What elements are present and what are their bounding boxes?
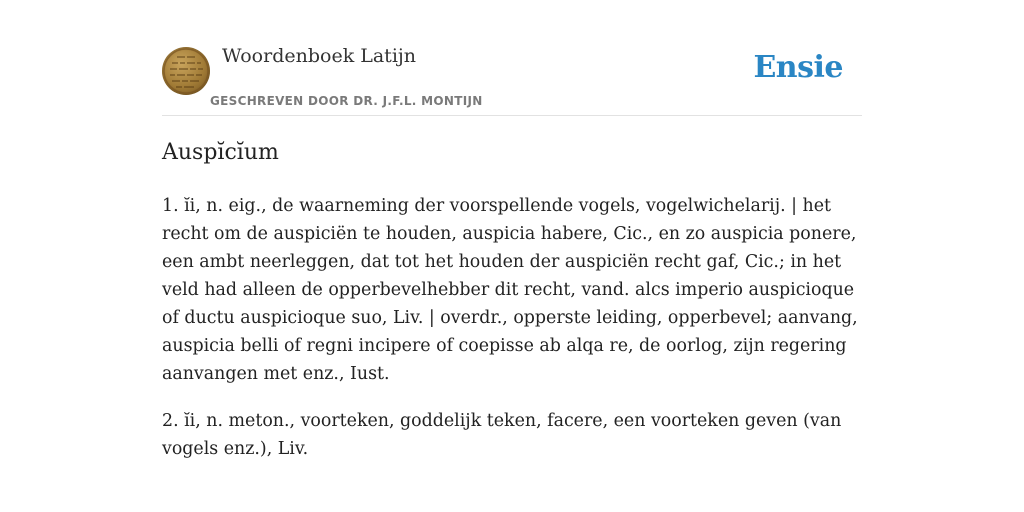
book-title[interactable]: Woordenboek Latijn — [222, 45, 417, 67]
coin-seal-graphic — [162, 47, 210, 95]
coin-seal-icon[interactable] — [162, 47, 210, 95]
brand-logo-link[interactable]: Ensie — [753, 50, 843, 85]
entry-lemma: Auspĭcĭum — [162, 140, 279, 165]
page — [162, 0, 862, 459]
entry-sense-2: 2. ĭi, n. meton., voorteken, goddelijk teken, facere, een voorteken geven (van vogels enz.), Liv. — [162, 411, 842, 459]
header — [162, 0, 862, 116]
entry-sense-1: 1. ĭi, n. eig., de waarneming der voorspellende vogels, vogelwichelarij. | het recht om de auspiciën te houden, auspicia habere, Cic., en zo auspicia ponere, een ambt neerleggen, dat tot het houden der auspiciën recht gaf, Cic.; in het veld had alleen de opperbevelhebber dit recht, vand. alcs imperio auspicioque of ductu auspicioque suo, Liv. | overdr., opperste leiding, opperbevel; aanvang, auspicia belli of regni incipere of coepisse ab alqa re, de oorlog, zijn regering aanvangen met enz., Iust. — [162, 196, 858, 384]
author-byline: GESCHREVEN DOOR DR. J.F.L. MONTIJN — [210, 94, 483, 108]
